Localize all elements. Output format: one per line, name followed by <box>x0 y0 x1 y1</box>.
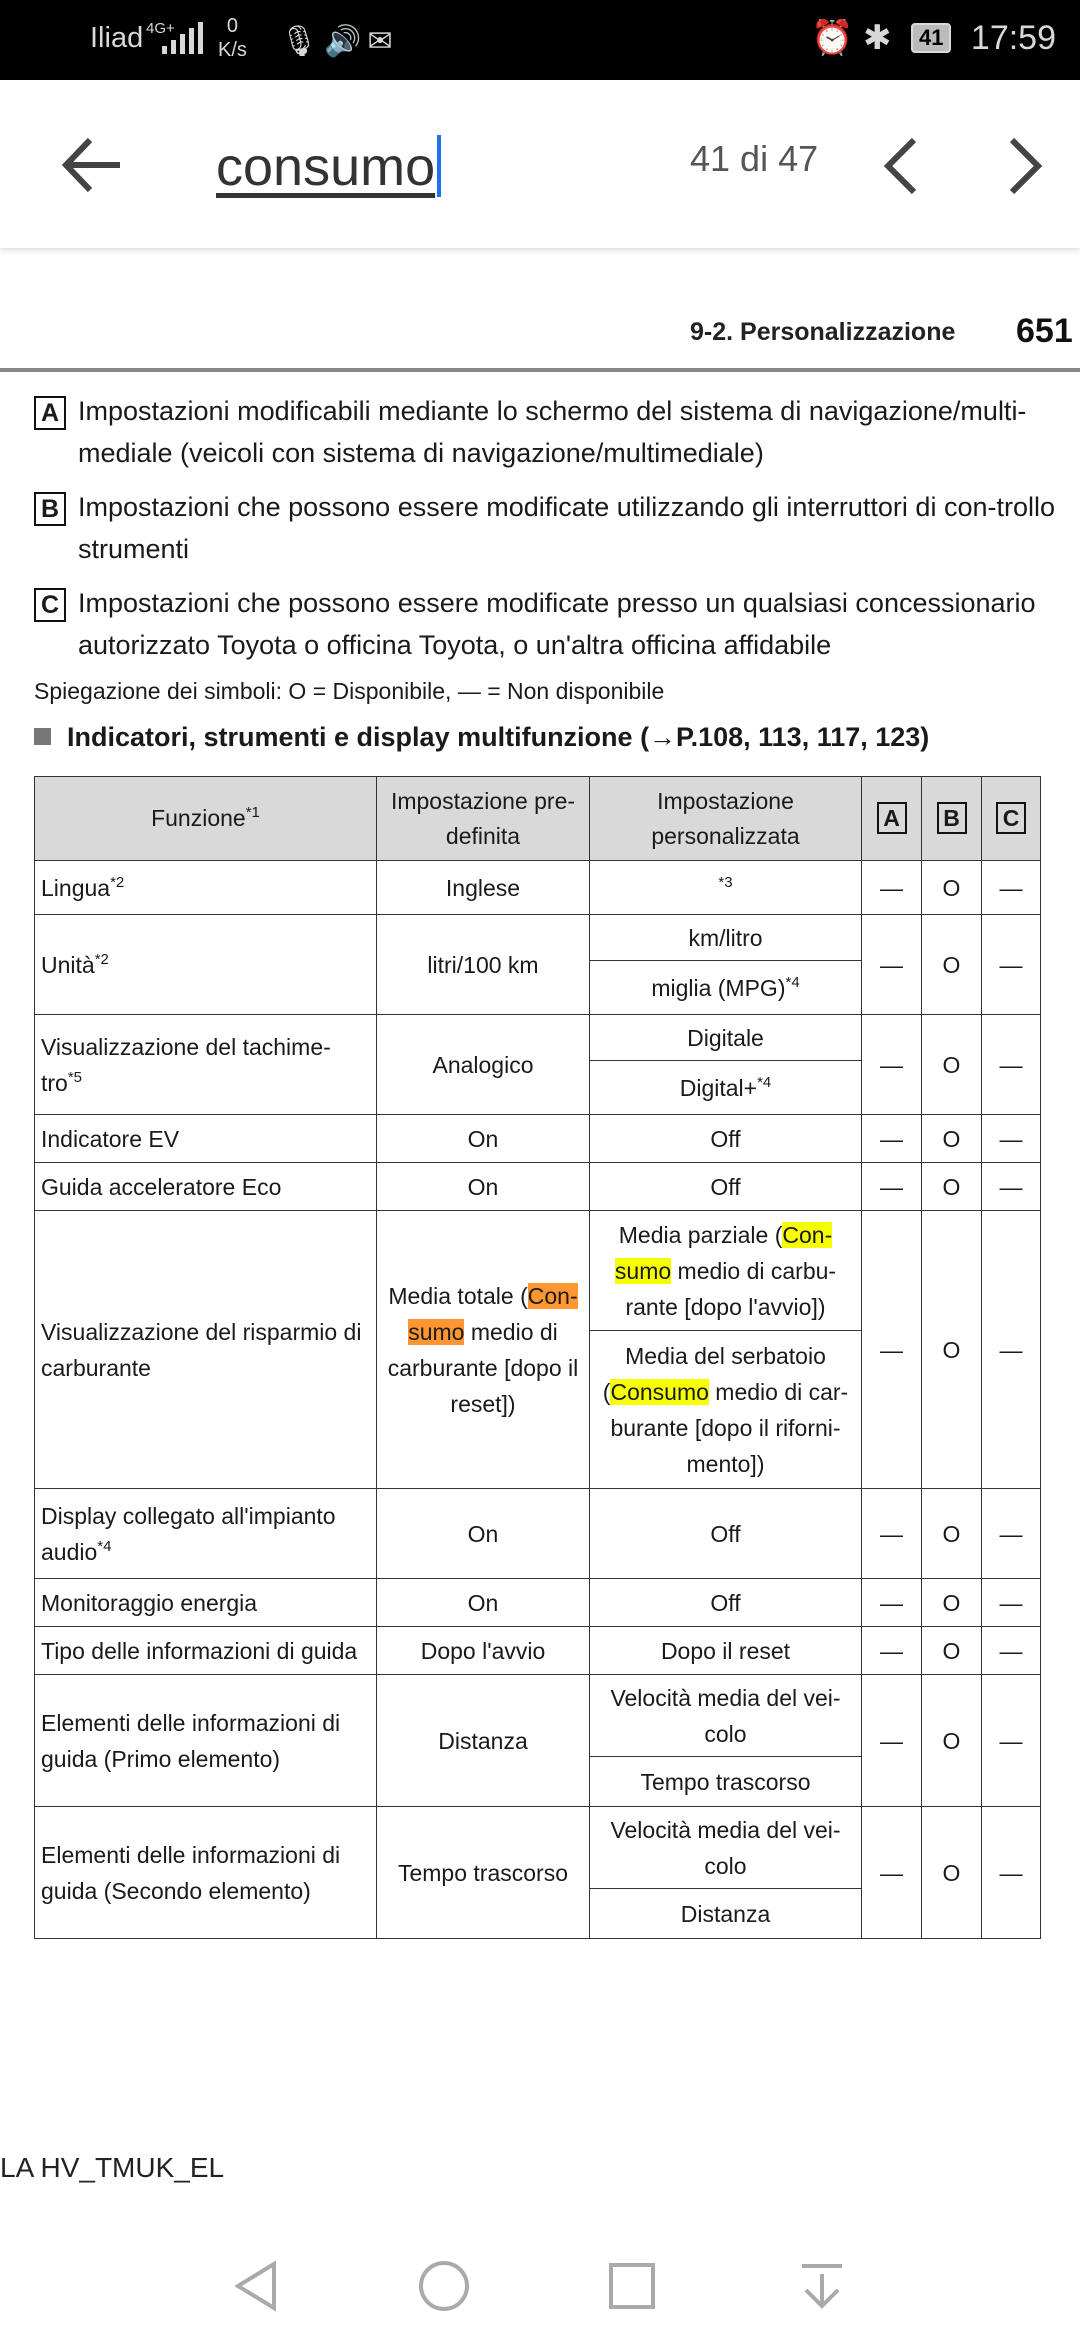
cell-custom: Velocità media del vei-colo <box>590 1807 862 1889</box>
cell-a: — <box>862 1627 922 1675</box>
cell-custom: Off <box>590 1163 862 1211</box>
header-a: A <box>862 777 922 861</box>
cell-default: Dopo l'avvio <box>377 1627 590 1675</box>
signal-icon <box>160 22 204 61</box>
data-speed-value: 0 <box>226 15 239 37</box>
bluetooth-icon: ✱ <box>863 19 892 57</box>
cell-a: — <box>862 1015 922 1115</box>
table-row <box>35 861 1041 915</box>
find-in-page-bar <box>0 80 1080 248</box>
cell-function: Monitoraggio energia <box>35 1579 377 1627</box>
footer-code: LA HV_TMUK_EL <box>0 2152 225 2183</box>
legend-key: C <box>34 588 66 622</box>
battery-icon: 41 <box>911 23 951 53</box>
cell-a: — <box>862 1807 922 1939</box>
cell-default: Inglese <box>377 861 590 915</box>
section-header: 9-2. Personalizzazione <box>690 318 956 346</box>
table-row <box>35 1115 1041 1163</box>
cell-custom: Media del serbatoio (Consumo medio di car-burante [dopo il riforni-mento]) <box>590 1331 862 1489</box>
back-triangle-icon[interactable] <box>228 2258 284 2314</box>
cell-b: O <box>922 1675 982 1807</box>
cell-custom: km/litro <box>590 915 862 961</box>
cell-default: On <box>377 1163 590 1211</box>
cell-custom: *3 <box>590 861 862 915</box>
arrow-left-icon <box>58 130 128 200</box>
legend-text: Impostazioni modificabili mediante lo schermo del sistema di navigazione/multi-mediale (veicoli con sistema di navigazione/multimediale) <box>78 396 1027 468</box>
cell-c: — <box>982 1489 1041 1579</box>
home-circle-icon[interactable] <box>416 2258 472 2314</box>
header-default: Impostazione pre-definita <box>377 777 590 861</box>
cell-default: Analogico <box>377 1015 590 1115</box>
cell-c: — <box>982 1211 1041 1489</box>
table-row <box>35 1211 1041 1331</box>
cell-function: Tipo delle informazioni di guida <box>35 1627 377 1675</box>
cell-b: O <box>922 1163 982 1211</box>
cell-default: Tempo trascorso <box>377 1807 590 1939</box>
cell-a: — <box>862 861 922 915</box>
cell-custom: Media parziale (Con-sumo medio di carbu-rante [dopo l'avvio]) <box>590 1211 862 1331</box>
cell-function: Elementi delle informazioni di guida (Primo elemento) <box>35 1675 377 1807</box>
header-b: B <box>922 777 982 861</box>
settings-table <box>34 776 1041 1939</box>
header-c: C <box>982 777 1041 861</box>
status-right <box>811 18 1056 58</box>
cell-function: Elementi delle informazioni di guida (Secondo elemento) <box>35 1807 377 1939</box>
text-cursor <box>437 135 441 197</box>
cell-c: — <box>982 1675 1041 1807</box>
cell-custom: Off <box>590 1579 862 1627</box>
chevron-left-icon <box>874 134 930 198</box>
alarm-icon: ⏰ <box>811 19 854 57</box>
cell-custom: Tempo trascorso <box>590 1757 862 1807</box>
header-function: Funzione$^{*1}$ <box>35 777 377 861</box>
table-row <box>35 1675 1041 1757</box>
cell-c: — <box>982 1807 1041 1939</box>
cell-custom: Off <box>590 1115 862 1163</box>
cell-custom: Off <box>590 1489 862 1579</box>
table-row <box>35 1015 1041 1061</box>
previous-match-button[interactable] <box>874 134 930 198</box>
cell-c: — <box>982 1579 1041 1627</box>
cell-b: O <box>922 1015 982 1115</box>
header-custom: Impostazione personalizzata <box>590 777 862 861</box>
cell-default: On <box>377 1489 590 1579</box>
cell-function: Display collegato all'impianto audio$^{*4}$ <box>35 1489 377 1579</box>
cell-function: Visualizzazione del tachime-tro$^{*5}$ <box>35 1015 377 1115</box>
legend-text: Impostazioni che possono essere modificate utilizzando gli interruttori di con-trollo strumenti <box>78 492 1055 564</box>
clock: 17:59 <box>970 19 1056 57</box>
search-query: consumo <box>216 137 436 197</box>
section-title <box>34 722 929 753</box>
cell-b: O <box>922 1211 982 1489</box>
cell-b: O <box>922 1579 982 1627</box>
cell-a: — <box>862 1115 922 1163</box>
table-header-row <box>35 777 1041 861</box>
cell-custom: Digitale <box>590 1015 862 1061</box>
data-speed <box>218 14 247 62</box>
recents-square-icon[interactable] <box>604 2258 660 2314</box>
cell-c: — <box>982 861 1041 915</box>
search-input[interactable] <box>216 122 576 212</box>
table-row <box>35 1807 1041 1889</box>
cell-a: — <box>862 1675 922 1807</box>
cell-function: Guida acceleratore Eco <box>35 1163 377 1211</box>
legend-key: A <box>34 396 66 430</box>
page-number: 651 <box>1016 312 1073 350</box>
legend-key: B <box>34 492 66 526</box>
cell-a: — <box>862 1211 922 1489</box>
next-match-button[interactable] <box>996 134 1052 198</box>
cell-custom: Dopo il reset <box>590 1627 862 1675</box>
data-speed-unit: K/s <box>218 39 247 61</box>
cell-a: — <box>862 1489 922 1579</box>
legend-text: Impostazioni che possono essere modificate presso un qualsiasi concessionario autorizzato Toyota o officina Toyota, o un'altra officina affidabile <box>78 588 1036 660</box>
cell-custom: miglia (MPG)$^{*4}$ <box>590 961 862 1015</box>
match-counter: 41 di 47 <box>690 138 819 179</box>
table-row <box>35 1163 1041 1211</box>
cell-c: — <box>982 915 1041 1015</box>
microphone-icon: 🎙 <box>280 25 325 58</box>
cell-default: On <box>377 1115 590 1163</box>
cell-b: O <box>922 915 982 1015</box>
cell-a: — <box>862 915 922 1015</box>
cell-b: O <box>922 1489 982 1579</box>
cell-a: — <box>862 1579 922 1627</box>
cell-c: — <box>982 1015 1041 1115</box>
cell-c: — <box>982 1115 1041 1163</box>
cell-function: Indicatore EV <box>35 1115 377 1163</box>
cell-custom: Digital+$^{*4}$ <box>590 1061 862 1115</box>
gmail-icon: ✉ <box>367 25 399 58</box>
symbols-note: Spiegazione dei simboli: O = Disponibile, — = Non disponibile <box>34 678 665 704</box>
cell-function: Unità$^{*2}$ <box>35 915 377 1015</box>
volume-icon: 🔊 <box>324 25 368 58</box>
notification-pulldown-icon[interactable] <box>794 2258 850 2314</box>
table-row <box>35 1579 1041 1627</box>
back-button[interactable] <box>58 130 128 200</box>
notification-icons <box>280 24 399 59</box>
table-row <box>35 915 1041 961</box>
cell-b: O <box>922 1115 982 1163</box>
section-title-text: Indicatori, strumenti e display multifunzione (→P.108, 113, 117, 123) <box>67 722 930 752</box>
square-bullet-icon <box>34 728 51 745</box>
cell-c: — <box>982 1163 1041 1211</box>
cell-b: O <box>922 1627 982 1675</box>
network-generation: 4G+ <box>146 20 175 37</box>
cell-c: — <box>982 1627 1041 1675</box>
header-rule <box>0 368 1080 372</box>
cell-b: O <box>922 861 982 915</box>
cell-function: Lingua$^{*2}$ <box>35 861 377 915</box>
status-bar <box>0 0 1080 80</box>
cell-default: Media totale (Con-sumo medio di carburante [dopo il reset]) <box>377 1211 590 1489</box>
cell-default: On <box>377 1579 590 1627</box>
carrier-name: Iliad <box>90 22 144 54</box>
cell-custom: Distanza <box>590 1889 862 1939</box>
cell-default: Distanza <box>377 1675 590 1807</box>
cell-b: O <box>922 1807 982 1939</box>
cell-a: — <box>862 1163 922 1211</box>
chevron-right-icon <box>996 134 1052 198</box>
cell-function: Visualizzazione del risparmio di carburante <box>35 1211 377 1489</box>
system-nav-bar <box>0 2220 1080 2340</box>
table-row <box>35 1627 1041 1675</box>
document-page[interactable] <box>0 250 1080 2250</box>
cell-default: litri/100 km <box>377 915 590 1015</box>
cell-custom: Velocità media del vei-colo <box>590 1675 862 1757</box>
table-row <box>35 1489 1041 1579</box>
